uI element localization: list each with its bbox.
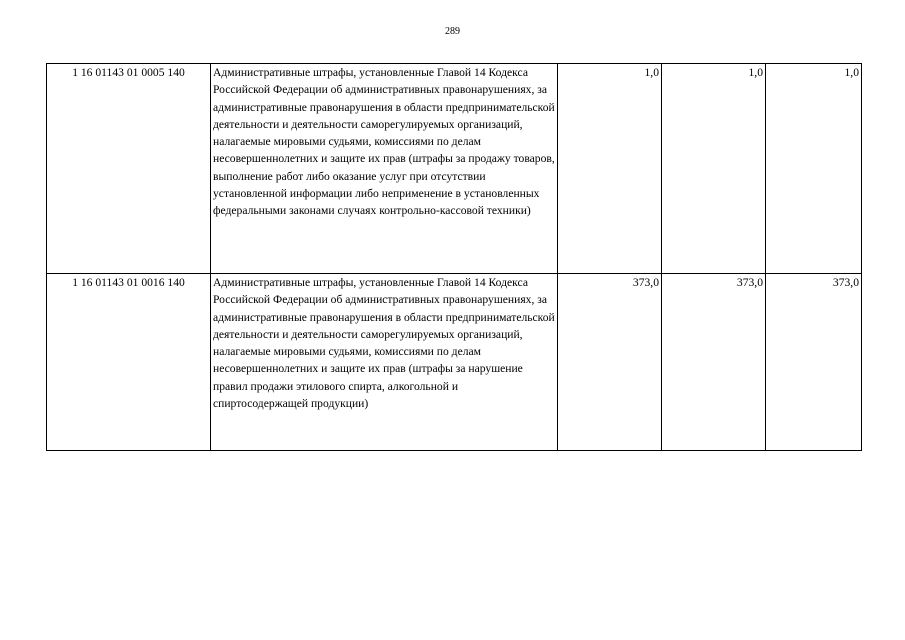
budget-classification-code: 1 16 01143 01 0005 140 [47, 64, 211, 274]
revenue-description: Административные штрафы, установленные Главой 14 Кодекса Российской Федерации об административных правонарушениях, за административные правонарушения в области предпринимательской деятельности и деятельности саморегулируемых организаций, налагаемые мировыми судьями, комиссиями по делам несовершеннолетних и защите их прав (штрафы за продажу товаров, выполнение работ либо оказание услуг при отсутствии установленной информации либо неприменение в установленных федеральными законами случаях контрольно-кассовой техники) [211, 64, 558, 274]
amount-year-2: 1,0 [662, 64, 766, 274]
table-row [47, 274, 862, 451]
amount-year-1: 373,0 [558, 274, 662, 451]
budget-classification-code: 1 16 01143 01 0016 140 [47, 274, 211, 451]
budget-revenue-table [46, 63, 862, 451]
table-row [47, 64, 862, 274]
amount-year-3: 1,0 [766, 64, 862, 274]
amount-year-2: 373,0 [662, 274, 766, 451]
page-number: 289 [445, 26, 460, 37]
amount-year-1: 1,0 [558, 64, 662, 274]
amount-year-3: 373,0 [766, 274, 862, 451]
revenue-description: Административные штрафы, установленные Главой 14 Кодекса Российской Федерации об административных правонарушениях, за административные правонарушения в области предпринимательской деятельности и деятельности саморегулируемых организаций, налагаемые мировыми судьями, комиссиями по делам несовершеннолетних и защите их прав (штрафы за нарушение правил продажи этилового спирта, алкогольной и спиртосодержащей продукции) [211, 274, 558, 451]
